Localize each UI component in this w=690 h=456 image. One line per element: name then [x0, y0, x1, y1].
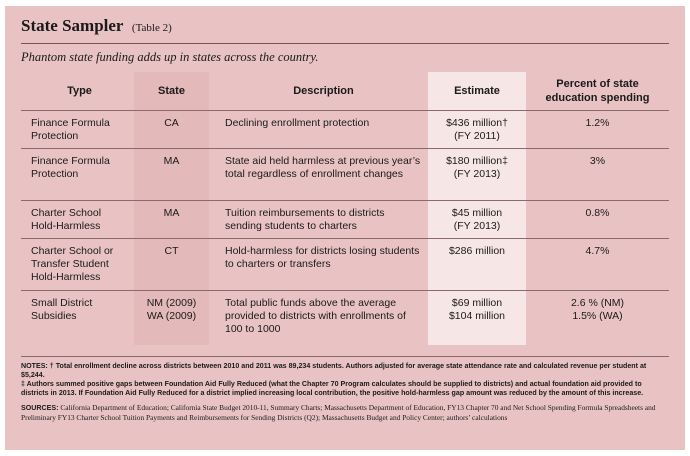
- table-row: [21, 111, 669, 149]
- title-divider: [21, 43, 669, 44]
- estimate-value: $180 million‡: [446, 155, 508, 167]
- column-header: State: [134, 72, 209, 111]
- description-cell: Tuition reimbursements to districts sending students to charters: [209, 201, 428, 239]
- percent-cell: [526, 291, 669, 345]
- description-cell: Total public funds above the average provided to districts with enrollments of 100 to 1000: [209, 291, 428, 345]
- estimate-value: $104 million: [448, 310, 506, 322]
- column-header: Type: [21, 72, 134, 111]
- state-value: MA: [163, 155, 180, 167]
- sources-text: California Department of Education; California State Budget 2010-11, Summary Charts; Massachusetts Department of Education, FY13 Chapter 70 and Net School Spending Formula Spreadsheets and Preliminary FY13 Charter School Tuition Payments and Reimbursements for Sending Districts (Q2); Massachusetts Budget and Policy Center; authors’ calculations: [21, 403, 656, 422]
- state-value: CA: [164, 117, 179, 129]
- note-dagger: [21, 362, 669, 380]
- note-dagger-text: † Total enrollment decline across districts between 2010 and 2011 was 89,234 students. Authors adjusted for average state attendance rate and calculated revenue per student at $5,244.: [21, 362, 647, 379]
- type-cell: Charter School or Transfer Student Hold-Harmless: [21, 239, 134, 291]
- state-cell: [134, 149, 209, 201]
- table-row: [21, 201, 669, 239]
- state-value: WA (2009): [146, 310, 197, 322]
- percent-cell: [526, 111, 669, 149]
- table-panel: [5, 6, 685, 450]
- percent-value: 4.7%: [585, 245, 610, 257]
- data-table-wrap: [21, 72, 669, 345]
- data-table: [21, 72, 669, 345]
- estimate-cell: [428, 291, 526, 345]
- estimate-year: (FY 2013): [453, 220, 501, 232]
- notes-label: NOTES:: [21, 362, 48, 370]
- page-subtitle: Phantom state funding adds up in states across the country.: [21, 50, 319, 64]
- table-row: [21, 239, 669, 291]
- state-value: NM (2009): [146, 297, 197, 309]
- percent-value: 3%: [589, 155, 606, 167]
- estimate-cell: [428, 239, 526, 291]
- estimate-value: $286 million: [448, 245, 506, 257]
- state-value: MA: [163, 207, 180, 219]
- estimate-cell: [428, 201, 526, 239]
- sources-label: SOURCES:: [21, 404, 59, 412]
- note-double-dagger: [21, 380, 669, 398]
- column-header: Percent of state education spending: [526, 72, 669, 111]
- estimate-value: $69 million: [451, 297, 503, 309]
- percent-value: 0.8%: [585, 207, 610, 219]
- state-cell: [134, 111, 209, 149]
- sources: [21, 403, 669, 422]
- percent-cell: [526, 239, 669, 291]
- percent-cell: [526, 201, 669, 239]
- description-cell: State aid held harmless at previous year’s total regardless of enrollment changes: [209, 149, 428, 201]
- type-cell: Charter School Hold-Harmless: [21, 201, 134, 239]
- state-cell: [134, 291, 209, 345]
- column-header: Estimate: [428, 72, 526, 111]
- state-cell: [134, 239, 209, 291]
- column-header: Description: [209, 72, 428, 111]
- percent-value: 2.6 % (NM): [570, 297, 625, 309]
- table-number: (Table 2): [131, 22, 172, 34]
- footnotes: [21, 356, 669, 422]
- estimate-year: (FY 2011): [454, 130, 500, 142]
- table-row: [21, 149, 669, 201]
- estimate-value: $436 million†: [446, 117, 508, 129]
- state-cell: [134, 201, 209, 239]
- estimate-cell: [428, 149, 526, 201]
- type-cell: Finance Formula Protection: [21, 111, 134, 149]
- state-value: CT: [164, 245, 179, 257]
- note-double-dagger-text: ‡ Authors summed positive gaps between Foundation Aid Fully Reduced (what the Chapter 70 Program calculates should be supplied to districts) and actual foundation aid provided to districts in 2013. If Foundation Aid Fully Reduced for a district implied increasing local contribution, the positive hold-harmless gap amount was reduced by the amount of this increase.: [21, 380, 644, 397]
- type-cell: Finance Formula Protection: [21, 149, 134, 201]
- title-row: [21, 16, 172, 36]
- percent-value: 1.2%: [585, 117, 610, 129]
- table-header-row: [21, 72, 669, 111]
- type-cell: Small District Subsidies: [21, 291, 134, 345]
- percent-value: 1.5% (WA): [572, 310, 623, 322]
- description-cell: Hold-harmless for districts losing students to charters or transfers: [209, 239, 428, 291]
- estimate-value: $45 million: [451, 207, 503, 219]
- page-title: State Sampler: [21, 16, 124, 35]
- percent-cell: [526, 149, 669, 201]
- description-cell: Declining enrollment protection: [209, 111, 428, 149]
- estimate-cell: [428, 111, 526, 149]
- estimate-year: (FY 2013): [453, 168, 501, 180]
- table-row: [21, 291, 669, 345]
